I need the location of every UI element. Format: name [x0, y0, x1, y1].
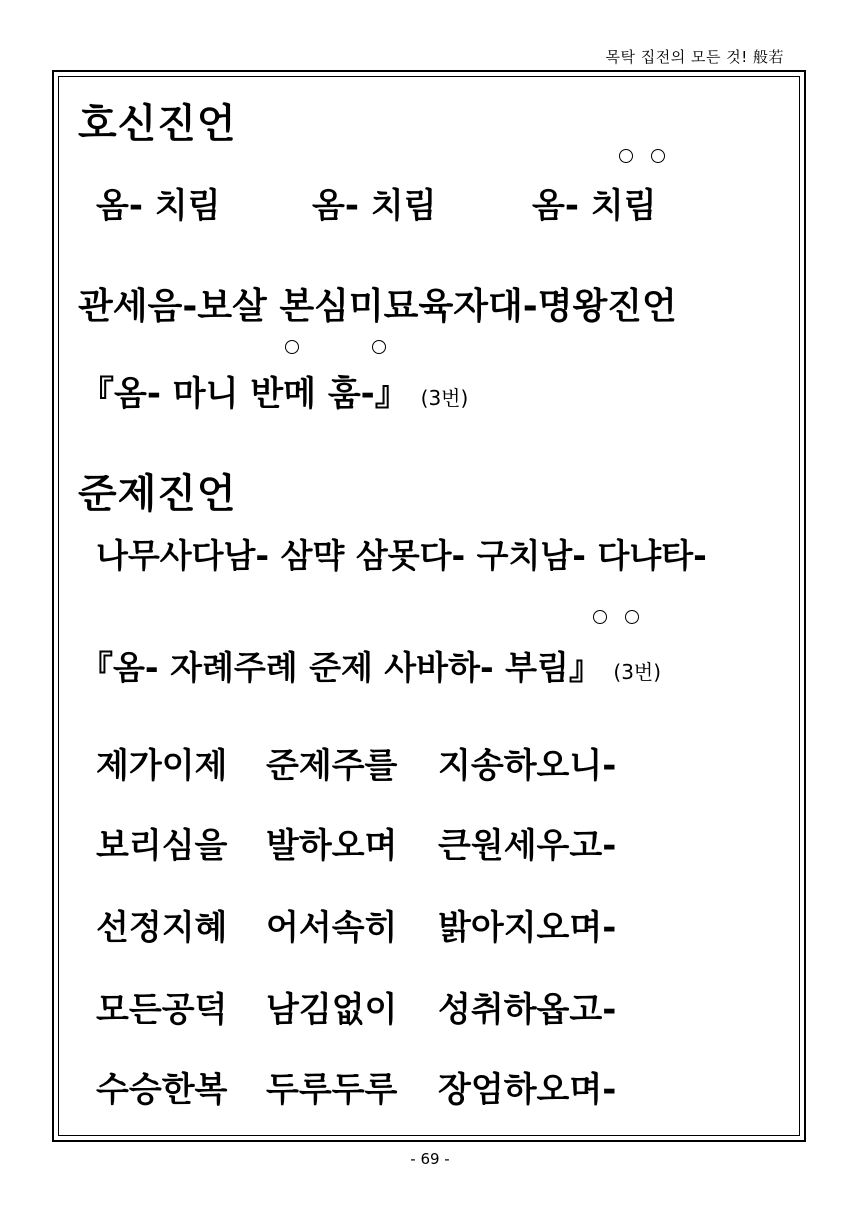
verse-2-a: 보리심을: [96, 826, 228, 866]
hosin-chant-2: 옴- 치림: [312, 186, 437, 226]
repeat-note: (3번): [420, 386, 469, 410]
junje-line-1: 나무사다남- 삼먁 삼못다- 구치남- 다냐타-: [96, 536, 707, 575]
hosin-chant-3: 옴- 치림: [532, 186, 657, 226]
verse-5-b: 두루두루: [266, 1070, 398, 1110]
chant-text: 『옴- 자례주례 준제 사바하- 부림』: [80, 648, 602, 687]
repeat-note: (3번): [613, 660, 662, 684]
verse-2-b: 발하오며: [266, 826, 398, 866]
page-border-inner: [58, 76, 800, 1136]
hosin-chant-1: 옴- 치림: [96, 186, 221, 226]
section-title-junje: 준제진언: [78, 471, 237, 517]
chant-mark-circle: [625, 610, 639, 624]
chant-mark-circle: [593, 610, 607, 624]
verse-1-b: 준제주를: [266, 746, 398, 786]
running-header: 목탁 집전의 모든 것! 般若: [605, 48, 784, 66]
page-number: - 69 -: [410, 1150, 450, 1168]
verse-4-c: 성취하옵고-: [438, 990, 617, 1030]
verse-3-b: 어서속히: [266, 908, 398, 948]
verse-3-a: 선정지혜: [96, 908, 228, 948]
verse-1-c: 지송하오니-: [438, 746, 617, 786]
verse-4-b: 남김없이: [266, 990, 398, 1030]
verse-4-a: 모든공덕: [96, 990, 228, 1030]
section-title-gwanseeum: 관세음-보살 본심미묘육자대-명왕진언: [78, 286, 677, 327]
chant-text: 『옴- 마니 반메 훔-』: [80, 374, 409, 414]
chant-mark-circle: [372, 340, 386, 354]
chant-mark-circle: [619, 149, 633, 163]
chant-mark-circle: [651, 149, 665, 163]
chant-mark-circle: [285, 340, 299, 354]
section-title-hosin: 호신진언: [78, 101, 237, 147]
verse-5-a: 수승한복: [96, 1070, 228, 1110]
verse-5-c: 장엄하오며-: [438, 1070, 617, 1110]
verse-1-a: 제가이제: [96, 746, 228, 786]
gwanseeum-chant: [80, 366, 468, 415]
junje-chant: [80, 642, 661, 689]
verse-3-c: 밝아지오며-: [438, 908, 617, 948]
verse-2-c: 큰원세우고-: [438, 826, 617, 866]
